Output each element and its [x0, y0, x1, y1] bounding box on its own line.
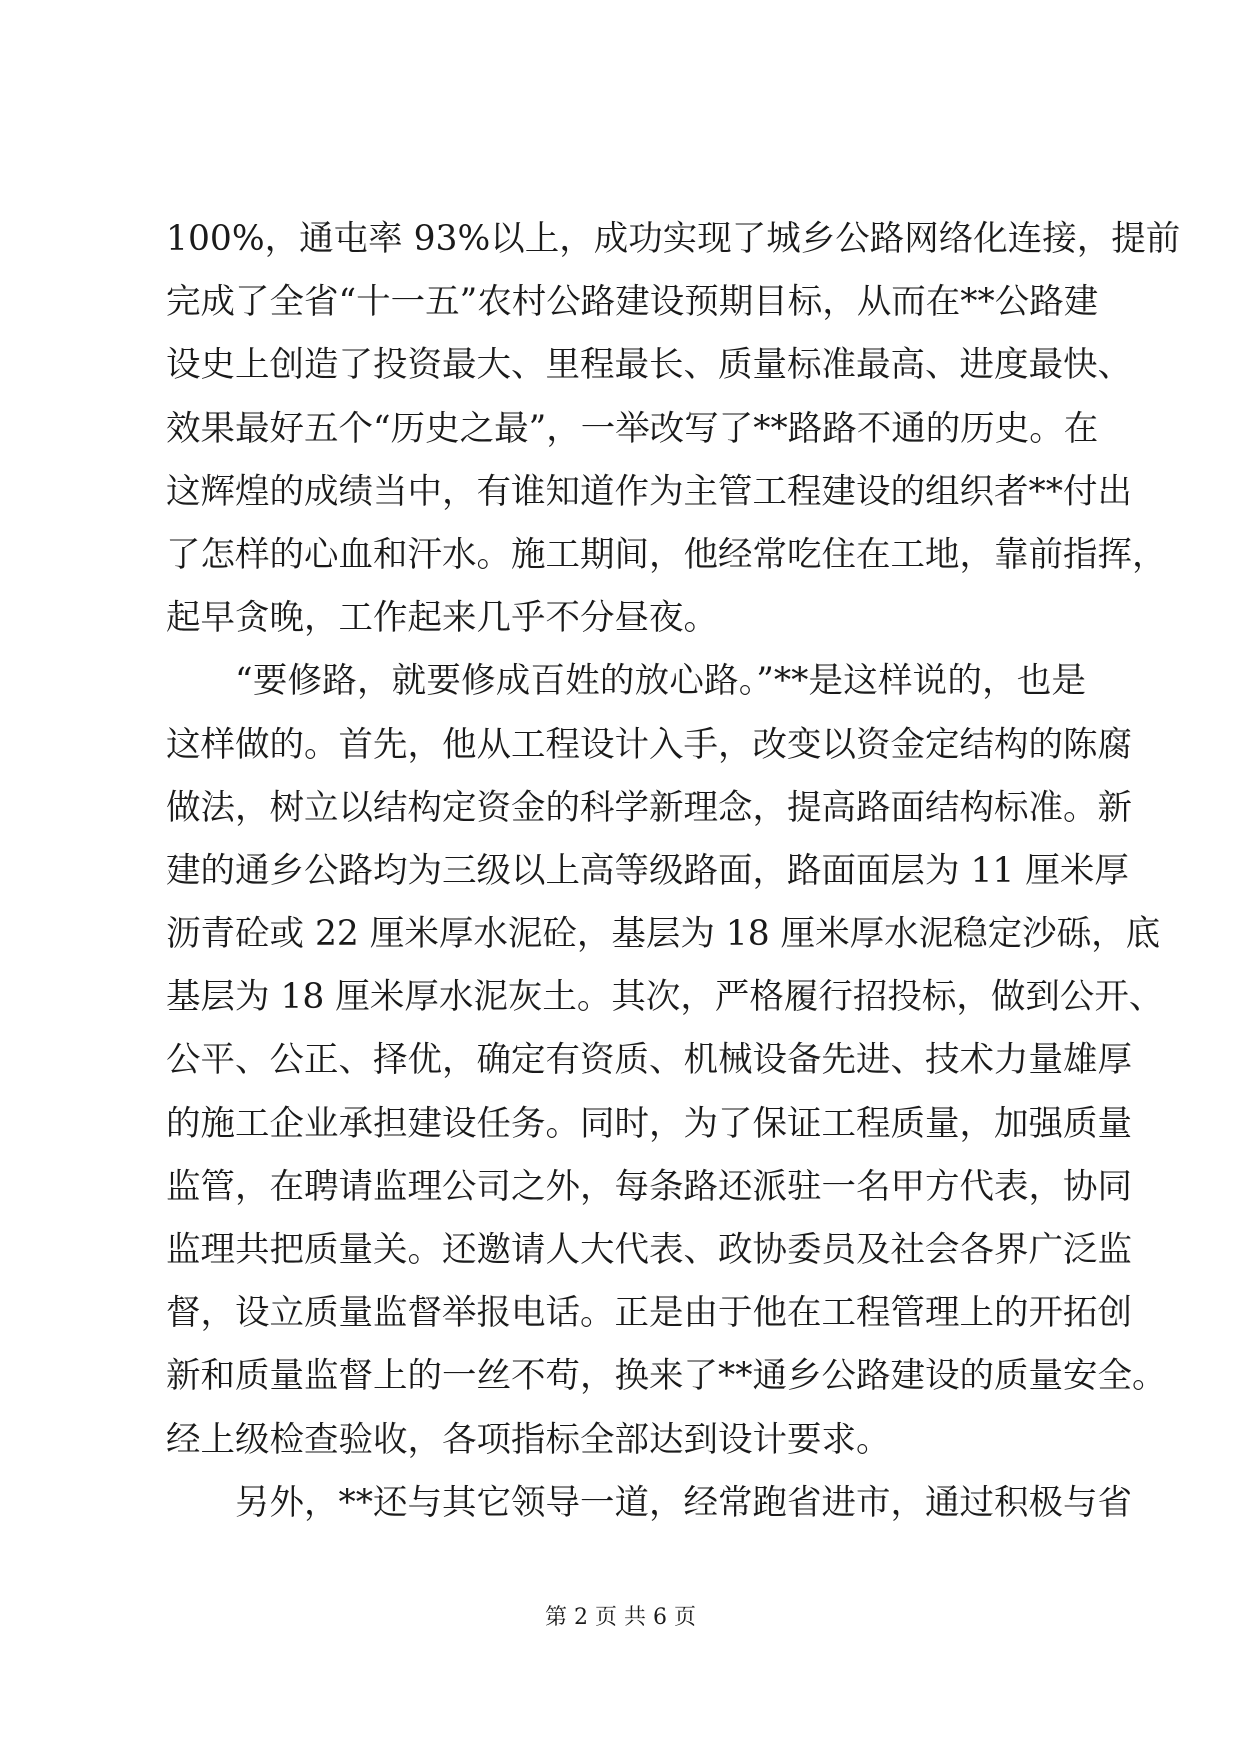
text-line: 起早贪晚，工作起来几乎不分昼夜。: [166, 598, 718, 639]
text-line: “要修路，就要修成百姓的放心路。”**是这样说的，也是: [235, 661, 1086, 702]
text-line: 做法，树立以结构定资金的科学新理念，提高路面结构标准。新: [166, 787, 1132, 828]
text-line: 这样做的。首先，他从工程设计入手，改变以资金定结构的陈腐: [166, 724, 1132, 765]
text-line: 效果最好五个“历史之最”，一举改写了**路路不通的历史。在: [166, 408, 1099, 449]
page-footer: 第 2 页 共 6 页: [545, 1605, 696, 1630]
text-line: 的施工企业承担建设任务。同时，为了保证工程质量，加强质量: [166, 1103, 1132, 1144]
text-line: 了怎样的心血和汗水。施工期间，他经常吃住在工地，靠前指挥，: [166, 534, 1167, 575]
text-line: 督，设立质量监督举报电话。正是由于他在工程管理上的开拓创: [166, 1293, 1132, 1334]
text-line: 这辉煌的成绩当中，有谁知道作为主管工程建设的组织者**付出: [166, 471, 1132, 512]
text-line: 100%，通屯率 93%以上，成功实现了城乡公路网络化连接，提前: [166, 219, 1181, 259]
text-line: 监理共把质量关。还邀请人大代表、政协委员及社会各界广泛监: [166, 1230, 1132, 1270]
text-line: 设史上创造了投资最大、里程最长、质量标准最高、进度最快、: [166, 345, 1132, 386]
text-line: 另外，**还与其它领导一道，经常跑省进市，通过积极与省: [235, 1482, 1132, 1523]
text-line: 基层为 18 厘米厚水泥灰土。其次，严格履行招投标，做到公开、: [166, 977, 1164, 1018]
text-line: 沥青砼或 22 厘米厚水泥砼，基层为 18 厘米厚水泥稳定沙砾，底: [166, 914, 1161, 955]
text-line: 新和质量监督上的一丝不苟，换来了**通乡公路建设的质量安全。: [166, 1356, 1167, 1397]
text-line: 监管，在聘请监理公司之外，每条路还派驻一名甲方代表，协同: [166, 1166, 1132, 1207]
text-line: 公平、公正、择优，确定有资质、机械设备先进、技术力量雄厚: [166, 1040, 1132, 1081]
text-line: 完成了全省“十一五”农村公路建设预期目标，从而在**公路建: [166, 282, 1099, 323]
text-line: 建的通乡公路均为三级以上高等级路面，路面面层为 11 厘米厚: [166, 850, 1129, 891]
body-text: [166, 208, 1181, 1535]
text-line: 经上级检查验收，各项指标全部达到设计要求。: [166, 1419, 891, 1460]
